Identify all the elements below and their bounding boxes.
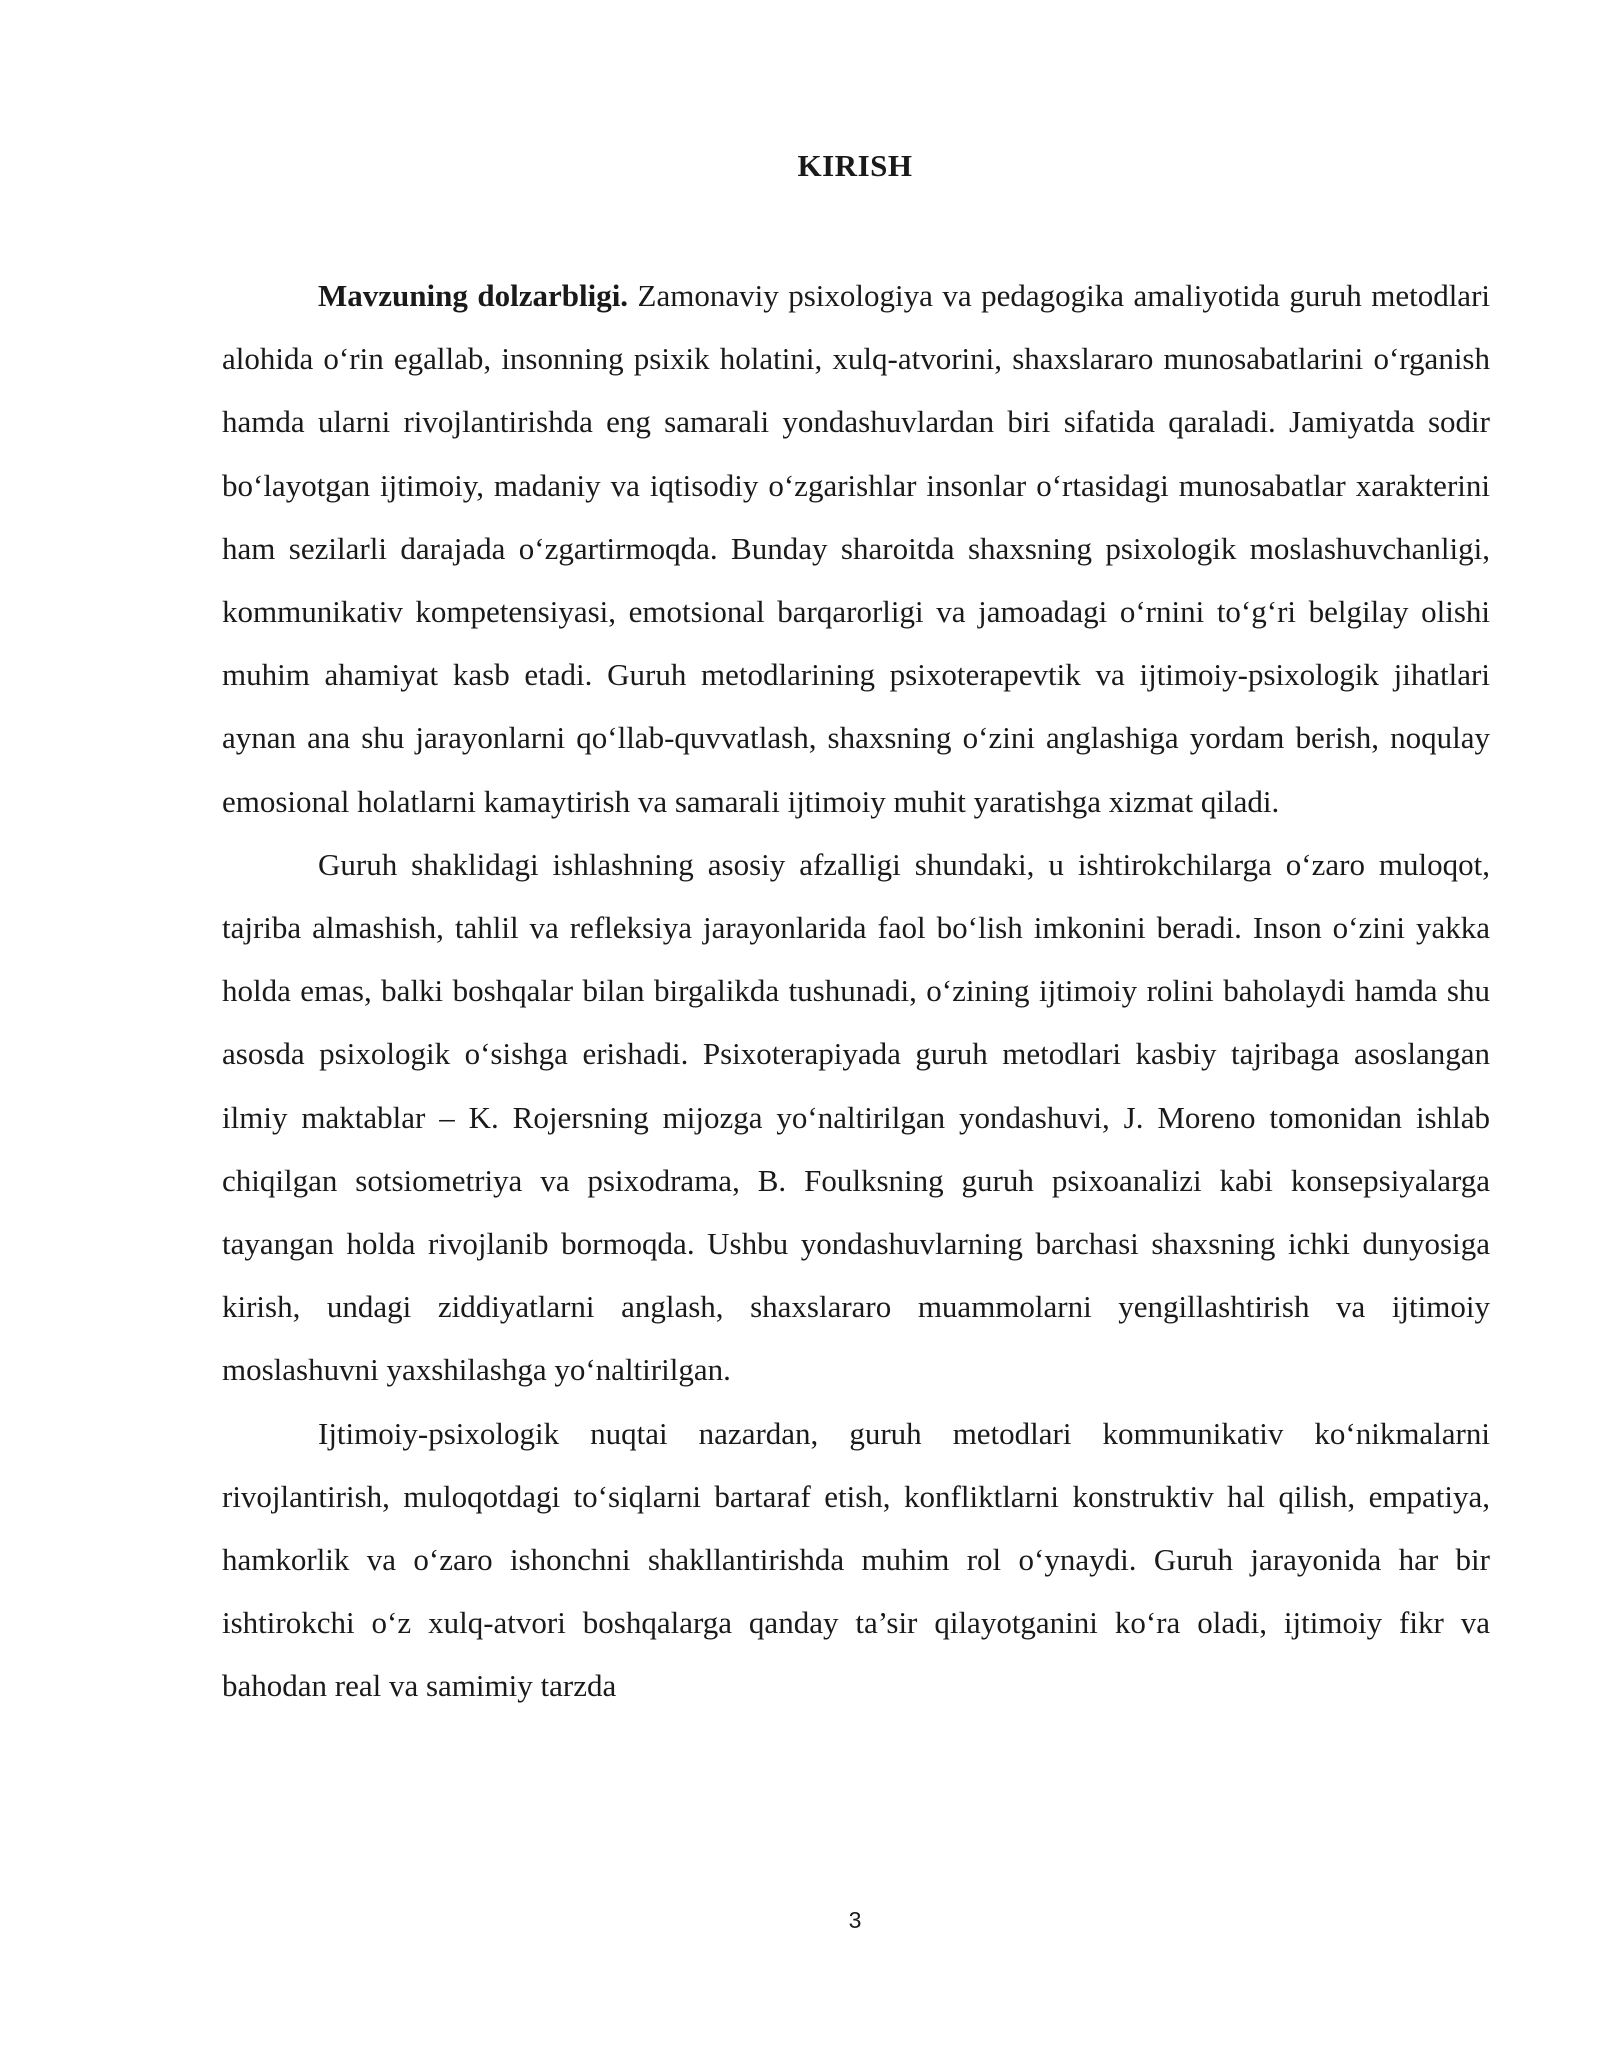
paragraph-group-work: Guruh shaklidagi ishlashning asosiy afzalligi shundaki, u ishtirokchilarga o‘zaro muloqot, tajriba almashish, tahlil va refleksiya jarayonlarida faol bo‘lish imkonini beradi. Inson o‘zini yakka holda emas, balki boshqalar bilan birgalikda tushunadi, o‘zining ijtimoiy rolini baholaydi hamda shu asosda psixologik o‘sishga erishadi. Psixoterapiyada guruh metodlari kasbiy tajribaga asoslangan ilmiy maktablar – K. Rojersning mijozga yo‘naltirilgan yondashuvi, J. Moreno tomonidan ishlab chiqilgan sotsiometriya va psixodrama, B. Foulksning guruh psixoanalizi kabi konsepsiyalarga tayangan holda rivojlanib bormoqda. Ushbu yondashuvlarning barchasi shaxsning ichki dunyosiga kirish, undagi ziddiyatlarni anglash, shaxslararo muammolarni yengillashtirish va ijtimoiy moslashuvni yaxshilashga yo‘naltirilgan.	[222, 846, 1490, 1388]
paragraph-relevance	[222, 264, 1490, 833]
paragraph-lead: Mavzuning dolzarbligi.	[318, 278, 629, 313]
body-text	[222, 264, 1490, 1718]
page-title: KIRISH	[797, 148, 913, 183]
page-number: 3	[848, 1907, 862, 1933]
paragraph-social-psychological: Ijtimoiy-psixologik nuqtai nazardan, guruh metodlari kommunikativ ko‘nikmalarni rivojlantirish, muloqotdagi to‘siqlarni bartaraf etish, konfliktlarni konstruktiv hal qilish, empatiya, hamkorlik va o‘zaro ishonchni shakllantirishda muhim rol o‘ynaydi. Guruh jarayonida har bir ishtirokchi o‘z xulq-atvori boshqalarga qanday ta’sir qilayotganini ko‘ra oladi, ijtimoiy fikr va bahodan real va samimiy tarzda	[222, 1415, 1490, 1704]
paragraph-text: Zamonaviy psixologiya va pedagogika amaliyotida guruh metodlari alohida o‘rin egallab, insonning psixik holatini, xulq-atvorini, shaxslararo munosabatlarini o‘rganish hamda ularni rivojlantirishda eng samarali yondashuvlardan biri sifatida qaraladi. Jamiyatda sodir bo‘layotgan ijtimoiy, madaniy va iqtisodiy o‘zgarishlar insonlar o‘rtasidagi munosabatlar xarakterini ham sezilarli darajada o‘zgartirmoqda. Bunday sharoitda shaxsning psixologik moslashuvchanligi, kommunikativ kompetensiyasi, emotsional barqarorligi va jamoadagi o‘rnini to‘g‘ri belgilay olishi muhim ahamiyat kasb etadi. Guruh metodlarining psixoterapevtik va ijtimoiy-psixologik jihatlari aynan ana shu jarayonlarni qo‘llab-quvvatlash, shaxsning o‘zini anglashiga yordam berish, noqulay emosional holatlarni kamaytirish va samarali ijtimoiy muhit yaratishga xizmat qiladi.	[222, 278, 1490, 819]
